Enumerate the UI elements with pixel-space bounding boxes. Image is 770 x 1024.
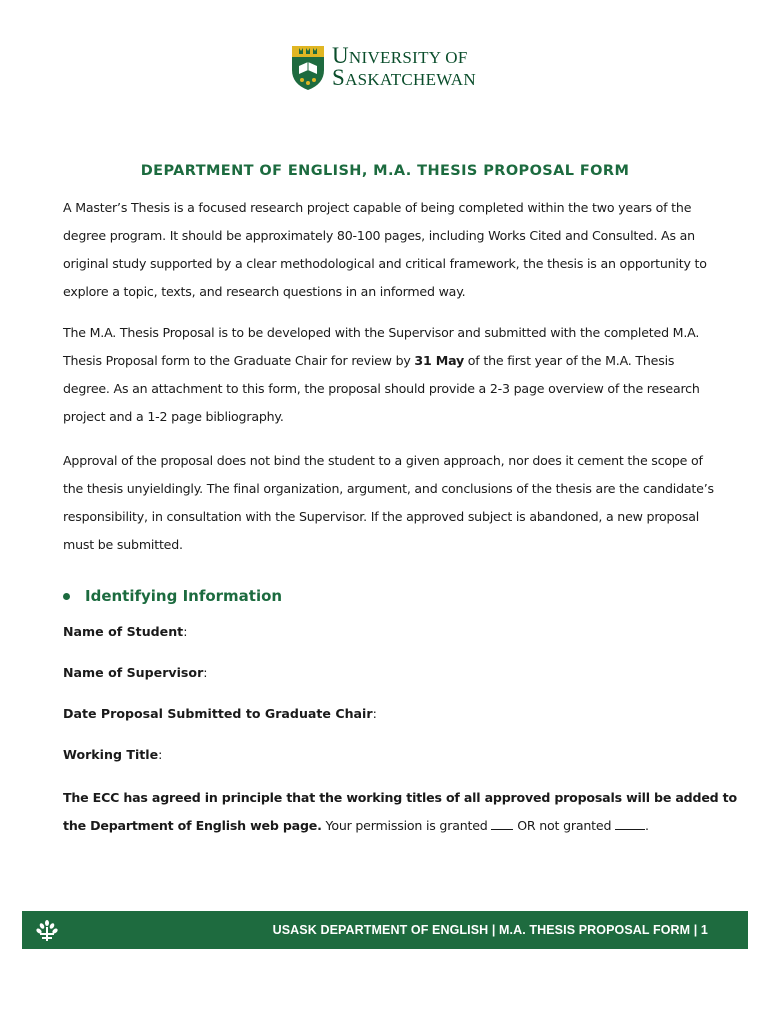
permission-granted-label: Your permission is granted [321, 818, 492, 833]
bullet-icon [63, 593, 70, 600]
wheat-icon [34, 919, 60, 943]
deadline-date: 31 May [414, 353, 464, 368]
document-title: DEPARTMENT OF ENGLISH, M.A. THESIS PROPOSAL FORM [140, 163, 630, 179]
permission-not-granted-label: OR not granted [513, 818, 616, 833]
student-name-label: Name of Student [63, 624, 184, 639]
submission-text-start: The M.A. Thesis Proposal is to be developed with the Supervisor and submitted with the completed M.A. Thesis Proposal form to the Graduate Chair for review by [63, 325, 700, 368]
student-name-field[interactable]: Name of Student: [63, 624, 188, 639]
logo-wordmark: UNIVERSITY OF SASKATCHEWAN [332, 43, 476, 90]
submission-text-end: of the first year of the M.A. Thesis degree. As an attachment to this form, the proposal should provide a 2-3 page overview of the research project and a 1-2 page bibliography. [63, 353, 700, 424]
intro-paragraph: A Master’s Thesis is a focused research project capable of being completed within the two years of the degree program. It should be approximately 80-100 pages, including Works Cited and Consulted. As an original study supported by a clear methodological and critical framework, the thesis is an opportunity to explore a topic, texts, and research questions in an informed way. [63, 200, 707, 299]
section-heading-label: Identifying Information [85, 587, 283, 605]
section-heading [63, 587, 282, 605]
footer-text: USASK DEPARTMENT OF ENGLISH | M.A. THESIS PROPOSAL FORM | 1 [272, 923, 708, 937]
approval-paragraph: Approval of the proposal does not bind the student to a given approach, nor does it cement the scope of the thesis unyieldingly. The final organization, argument, and conclusions of the thesis are the candidate’s responsibility, in consultation with the Supervisor. If the approved subject is abandoned, a new proposal must be submitted. [63, 453, 714, 552]
supervisor-name-field[interactable]: Name of Supervisor: [63, 665, 208, 680]
date-submitted-label: Date Proposal Submitted to Graduate Chair [63, 706, 373, 721]
page-footer [22, 911, 748, 949]
permission-not-granted-blank[interactable] [615, 818, 645, 830]
crest-icon [290, 44, 326, 92]
ecc-statement-bold: The ECC has agreed in principle that the working titles of all approved proposals will be added to the Department of English web page. [63, 790, 737, 833]
university-logo [290, 44, 476, 92]
working-title-field[interactable]: Working Title: [63, 747, 163, 762]
ecc-permission-statement: The ECC has agreed in principle that the working titles of all approved proposals will be added to the Department of English web page. Your permission is granted OR not granted . [63, 790, 737, 833]
submission-paragraph [63, 319, 723, 431]
permission-granted-blank[interactable] [491, 818, 513, 830]
date-submitted-field[interactable]: Date Proposal Submitted to Graduate Chair: [63, 706, 377, 721]
supervisor-name-label: Name of Supervisor [63, 665, 204, 680]
working-title-label: Working Title [63, 747, 159, 762]
